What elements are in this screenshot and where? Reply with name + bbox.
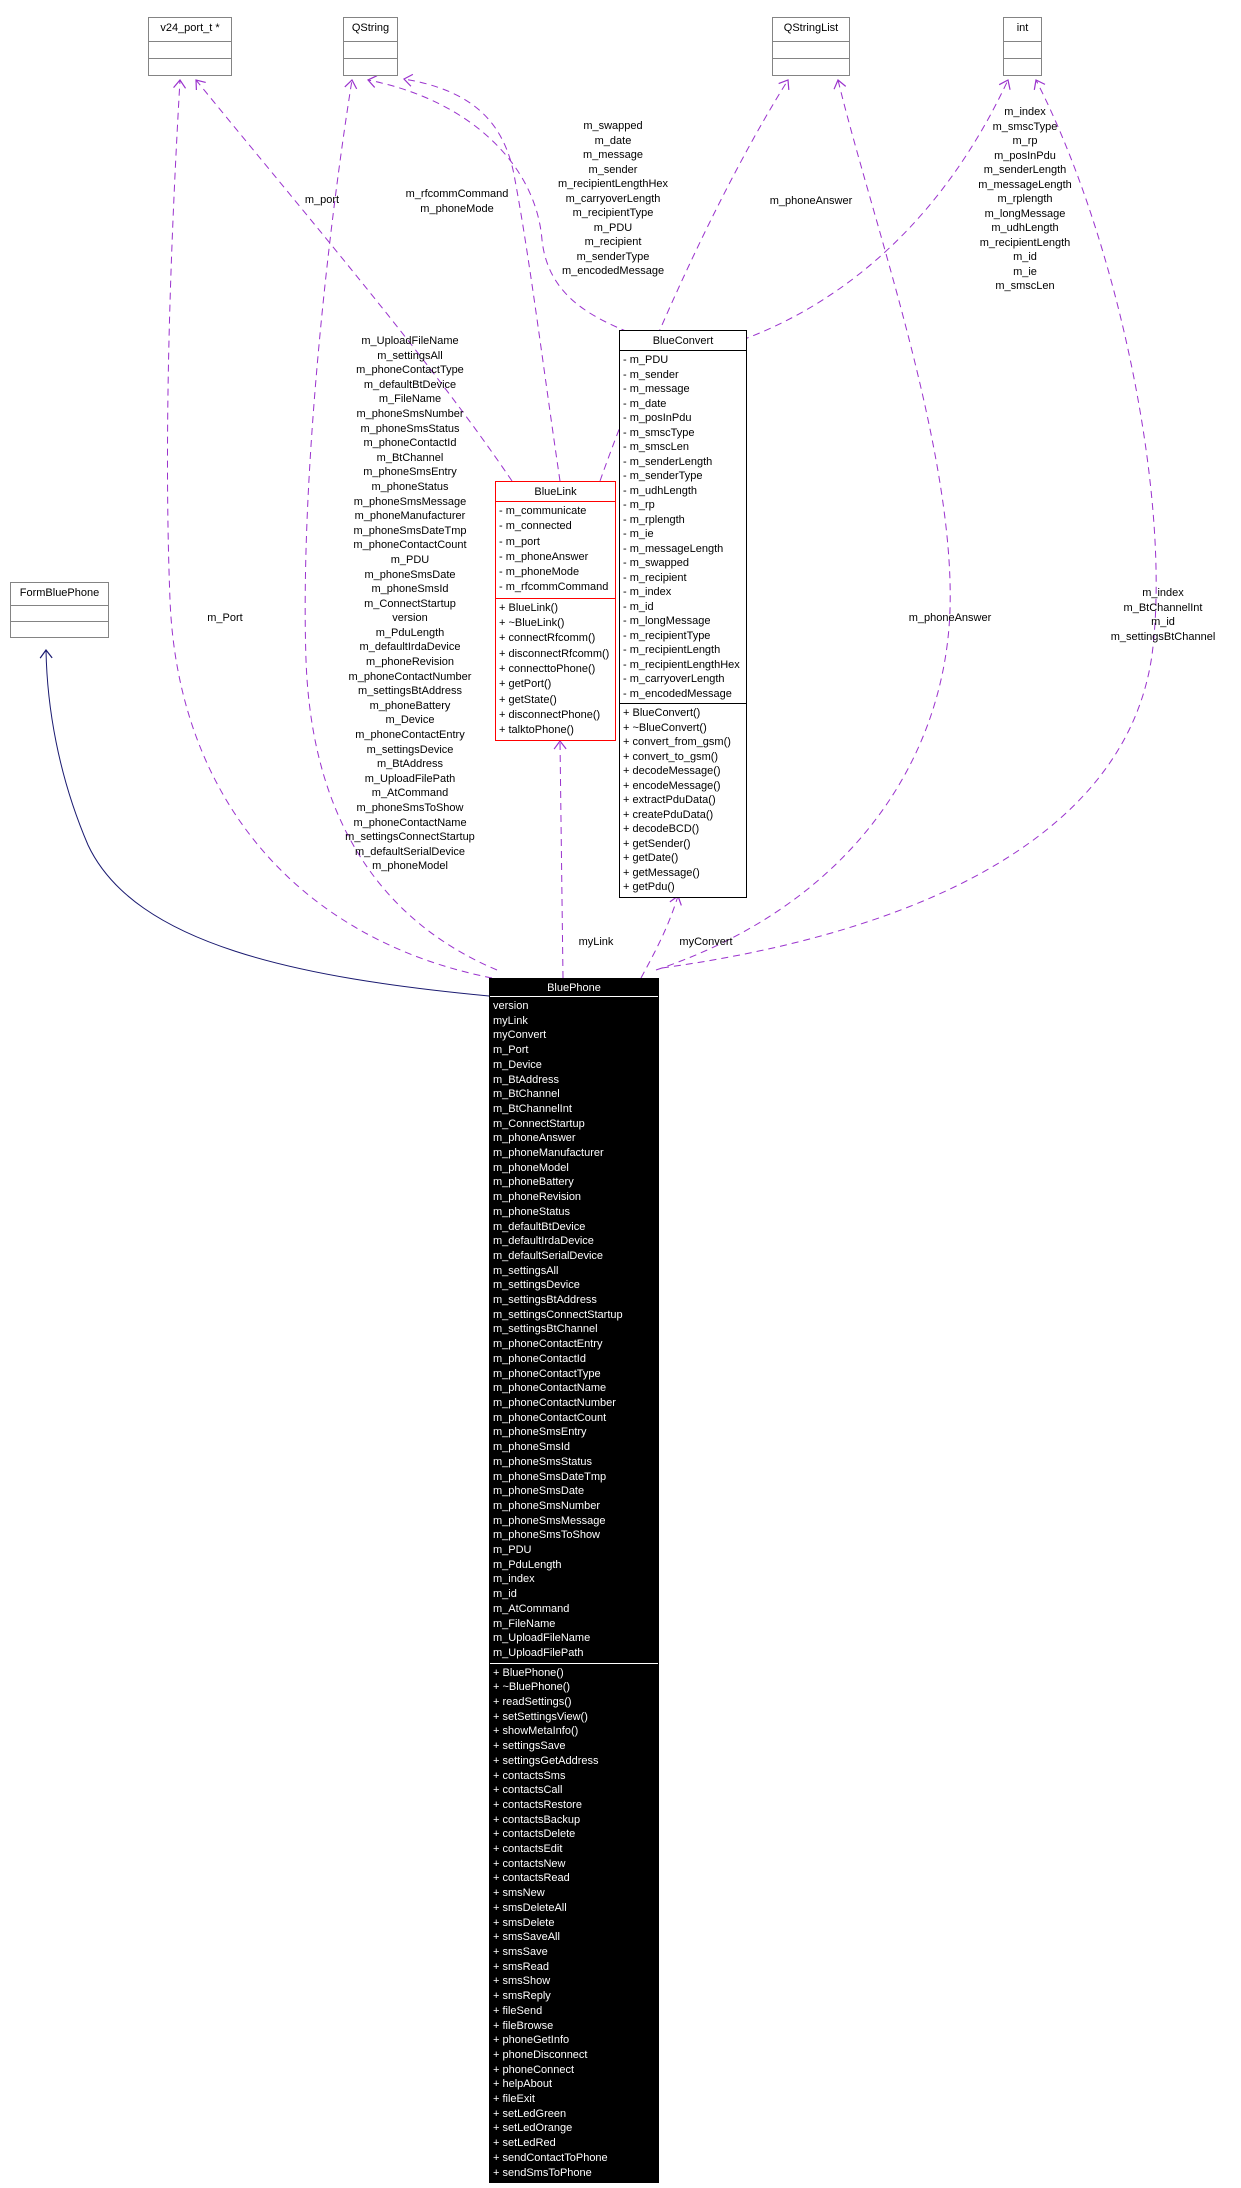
method-row: + disconnectPhone() [499,708,601,721]
edge-label-line: m_senderType [576,250,650,263]
attribute-row: m_UploadFilePath [493,1646,584,1659]
class-title: FormBluePhone [19,587,100,599]
edge-label-line: m_phoneContactNumber [348,670,472,683]
edge-label-line: m_settingsDevice [366,743,454,756]
attribute-row: m_phoneContactCount [493,1411,607,1424]
edge-label-line: m_phoneSmsDateTmp [353,524,467,537]
edge-label-line: m_recipientType [572,207,654,219]
edge-label-line: m_ie [1013,265,1037,278]
attribute-row: m_BtAddress [493,1073,560,1086]
method-row: + convert_from_gsm() [623,736,731,748]
attribute-row: - m_id [623,600,654,613]
attribute-row: m_phoneSmsNumber [493,1499,600,1512]
method-row: + setLedOrange [493,2122,573,2135]
edge-label-line: m_recipientLength [979,236,1071,249]
methods-compartment [496,598,615,741]
edge-label-line: m_encodedMessage [561,265,665,277]
methods-compartment [1004,58,1041,75]
class-box-qstringlist[interactable] [772,17,850,76]
attributes-compartment [149,41,231,58]
attribute-row: m_PDU [493,1544,532,1557]
method-row: + contactsRead [493,1872,570,1885]
attributes-compartment [11,605,108,621]
attribute-row: - m_recipientType [623,629,711,642]
attribute-row: m_index [493,1573,535,1586]
method-row: + ~BlueLink() [499,617,565,630]
attribute-row: - m_message [623,383,690,395]
method-row: + smsRead [493,1960,549,1973]
edge-label-line: m_phoneModel [372,860,448,873]
attribute-row: m_settingsConnectStartup [493,1308,623,1321]
attribute-row: m_phoneContactNumber [493,1396,616,1409]
edge-label-line: m_BtChannel [376,451,444,464]
class-title: int [1016,22,1029,34]
method-row: + getPdu() [623,881,675,893]
edge-label-line: m_senderLength [983,164,1067,176]
attributes-compartment [620,351,746,703]
attribute-row: m_phoneContactId [493,1352,586,1365]
edge-label-line: m_smscType [992,120,1058,133]
method-row: + setLedRed [493,2137,556,2150]
attribute-row: m_defaultBtDevice [493,1220,586,1233]
method-row: + ~BlueConvert() [623,721,707,734]
attributes-compartment [773,41,849,58]
edge-bluephone-to-bluelink [560,741,563,978]
method-row: + encodeMessage() [623,779,721,792]
method-row: + fileExit [493,2093,535,2106]
method-row: + decodeBCD() [623,823,700,835]
edge-label-line: m_AtCommand [371,787,449,800]
attribute-row: m_phoneManufacturer [493,1147,604,1160]
attribute-row: - m_recipientLengthHex [623,658,740,671]
edge-label-line: m_UploadFilePath [364,772,456,785]
method-row: + smsDelete [493,1916,555,1929]
edge-label-line: m_phoneContactEntry [355,729,465,742]
method-row: + settingsSave [493,1740,566,1753]
edge-label-line: m_settingsBtChannel [1110,630,1216,643]
edge-label-line: m_rp [1012,135,1038,147]
attribute-row: - m_udhLength [623,484,697,497]
method-row: + disconnectRfcomm() [499,647,610,660]
edge-label-line: m_ConnectStartup [364,597,456,610]
edge-label-line: m_carryoverLength [565,192,661,205]
attribute-row: - m_posInPdu [623,412,692,424]
edge-label-line: m_phoneStatus [371,480,449,493]
attribute-row: m_settingsBtAddress [493,1294,597,1307]
attribute-row: m_AtCommand [493,1602,570,1615]
edge-label-bluelink-qstringlist: m_phoneAnswer [769,195,853,207]
edge-label-line: m_phoneMode [420,202,494,215]
methods-compartment [773,58,849,75]
class-box-bluephone[interactable] [489,978,659,2183]
edge-label-line: m_settingsConnectStartup [345,831,475,844]
edge-label-line: m_message [583,149,643,161]
method-row: + getMessage() [623,866,700,879]
class-title: QStringList [783,22,839,34]
method-row: + convert_to_gsm() [623,750,719,763]
methods-compartment [620,703,746,897]
edge-label-bluelink-qstring [387,187,527,216]
edge-label-line: m_rfcommCommand [405,188,509,200]
methods-compartment [344,58,397,75]
edge-label-blueconvert-qstring [523,119,703,279]
method-row: + settingsGetAddress [493,1754,599,1767]
edge-label-line: m_rplength [997,193,1053,205]
edge-label-line: m_index [1004,106,1046,118]
edge-label-line: m_settingsAll [377,349,443,362]
attribute-row: - m_longMessage [623,615,711,627]
class-box-qstring[interactable] [343,17,398,76]
attributes-compartment [1004,41,1041,58]
class-box-blueconvert[interactable] [619,330,747,898]
edge-label-line: m_messageLength [978,178,1072,191]
edge-label-line: m_recipient [584,236,642,248]
attribute-row: m_phoneSmsStatus [493,1455,593,1468]
attribute-row: - m_rplength [623,513,685,526]
edge-label-myconvert: myConvert [679,936,733,948]
attribute-row: m_phoneBattery [493,1176,574,1189]
edge-label-line: m_phoneBattery [369,699,451,712]
edge-label-line: m_BtAddress [376,758,444,771]
method-row: + phoneConnect [493,2063,575,2076]
attributes-compartment [490,997,658,1663]
attribute-row: - m_date [623,397,667,410]
method-row: + helpAbout [493,2078,553,2091]
method-row: + setSettingsView() [493,1710,588,1723]
method-row: + smsNew [493,1887,545,1900]
method-row: + fileSend [493,2004,543,2017]
attribute-row: - m_carryoverLength [623,673,725,685]
attribute-row: myConvert [493,1029,547,1042]
edge-label-bluephone-v24port: m_Port [207,612,243,624]
attribute-row: - m_recipient [623,571,687,584]
edge-label-line: m_phoneRevision [365,656,455,669]
class-title: BluePhone [490,979,658,997]
edge-label-line: m_PDU [390,553,430,566]
attribute-row: - m_recipientLength [623,644,721,656]
attribute-row: m_settingsDevice [493,1279,580,1292]
edge-label-line: m_PDU [593,221,633,234]
method-row: + extractPduData() [623,794,716,806]
attribute-row: - m_rfcommCommand [499,581,609,594]
attribute-row: - m_phoneAnswer [499,550,589,563]
edge-label-line: m_id [1013,251,1037,263]
edge-label-bluephone-qstring [310,334,510,874]
edge-label-line: m_phoneSmsEntry [363,466,457,479]
edge-label-line: m_recipientLengthHex [557,178,669,190]
attribute-row: m_phoneSmsToShow [493,1529,601,1542]
attribute-row: m_phoneStatus [493,1205,571,1218]
method-row: + smsSaveAll [493,1931,560,1944]
edge-label-line: m_phoneContactCount [353,539,467,552]
edge-label-line: m_phoneManufacturer [354,510,466,523]
attribute-row: m_settingsBtChannel [493,1323,598,1336]
attribute-row: - m_senderLength [623,455,713,468]
edge-label-line: m_date [594,134,632,147]
edge-label-line: m_posInPdu [994,149,1056,162]
method-row: + contactsNew [493,1857,566,1870]
edge-label-line: m_BtChannelInt [1123,601,1203,614]
method-row: + connecttoPhone() [499,662,596,675]
attribute-row: - m_PDU [623,354,669,366]
attributes-compartment [496,502,615,598]
method-row: + ~BluePhone() [493,1681,571,1694]
method-row: + showMetaInfo() [493,1725,579,1738]
attribute-row: - m_encodedMessage [623,687,732,700]
attribute-row: m_id [493,1588,517,1601]
attribute-row: m_phoneModel [493,1161,569,1174]
method-row: + contactsSms [493,1769,566,1782]
edge-label-bluephone-int [1078,586,1241,644]
edge-label-mylink: myLink [578,936,614,948]
edge-label-line: m_phoneContactId [363,437,457,450]
method-row: + getPort() [499,678,552,691]
method-row: + createPduData() [623,808,714,821]
edge-label-blueconvert-int [935,105,1115,294]
edge-label-bluephone-qstringlist: m_phoneAnswer [908,612,992,624]
attribute-row: - m_swapped [623,557,690,569]
attribute-row: m_defaultSerialDevice [493,1249,604,1262]
class-box-int[interactable] [1003,17,1042,76]
edge-label-line: m_swapped [583,120,643,132]
attribute-row: - m_messageLength [623,542,724,555]
methods-compartment [490,1663,658,2183]
attributes-compartment [344,41,397,58]
class-title: BlueConvert [620,331,746,351]
attribute-row: - m_ie [623,528,654,540]
attribute-row: m_BtChannel [493,1088,560,1101]
attribute-row: m_ConnectStartup [493,1117,585,1130]
attribute-row: m_UploadFileName [493,1632,591,1645]
attribute-row: m_settingsAll [493,1264,559,1277]
method-row: + fileBrowse [493,2019,554,2032]
attribute-row: m_phoneContactType [493,1367,601,1380]
attribute-row: m_defaultIrdaDevice [493,1235,594,1248]
edge-label-line: m_defaultBtDevice [363,378,457,391]
attribute-row: m_phoneSmsEntry [493,1426,587,1439]
edge-label-line: m_phoneContactName [353,816,467,829]
attribute-row: m_phoneSmsMessage [493,1514,606,1527]
class-box-formbluephone[interactable] [10,582,109,638]
attribute-row: m_Port [493,1044,529,1057]
class-title: v24_port_t * [160,22,220,34]
method-row: + talktoPhone() [499,724,574,737]
method-row: + smsSave [493,1946,548,1958]
method-row: + smsDeleteAll [493,1901,567,1914]
method-row: + smsReply [493,1990,551,2003]
methods-compartment [11,621,108,637]
method-row: + connectRfcomm() [499,632,596,645]
edge-label-line: m_phoneSmsNumber [356,407,464,420]
method-row: + contactsCall [493,1784,563,1797]
edge-label-line: m_defaultSerialDevice [354,845,466,858]
edge-label-line: m_id [1151,616,1175,628]
method-row: + getState() [499,693,557,706]
attribute-row: m_phoneSmsId [493,1441,571,1454]
edge-label-line: m_defaultIrdaDevice [359,641,461,654]
edge-label-line: m_phoneSmsDate [364,568,456,581]
method-row: + contactsEdit [493,1843,563,1856]
method-row: + readSettings() [493,1696,572,1709]
edge-label-bluelink-v24port: m_port [304,194,340,206]
attribute-row: - m_sender [623,368,679,381]
edge-label-line: m_sender [588,163,638,176]
attribute-row: m_FileName [493,1617,556,1630]
method-row: + BluePhone() [493,1666,564,1679]
edge-label-line: m_phoneSmsMessage [353,495,467,508]
method-row: + decodeMessage() [623,765,721,777]
attribute-row: - m_port [499,535,540,548]
attribute-row: - m_communicate [499,505,587,517]
attribute-row: - m_rp [623,499,655,511]
method-row: + contactsRestore [493,1798,582,1811]
edge-label-line: m_longMessage [984,207,1066,220]
edge-label-line: m_settingsBtAddress [358,685,462,698]
method-row: + phoneDisconnect [493,2048,588,2061]
attribute-row: m_phoneSmsDate [493,1485,585,1498]
attribute-row: myLink [493,1014,528,1027]
attribute-row: - m_connected [499,520,572,533]
edge-label-line: m_phoneContactType [356,364,464,377]
edge-label-line: m_UploadFileName [361,335,459,347]
edge-label-line: m_udhLength [991,222,1059,234]
edge-label-line: m_phoneSmsId [371,583,449,596]
edge-label-line: m_Device [385,714,435,727]
edge-label-line: m_phoneSmsStatus [360,422,460,435]
attribute-row: - m_index [623,586,672,598]
method-row: + getSender() [623,837,691,850]
attribute-row: version [493,1000,529,1012]
edge-label-line: m_index [1142,587,1184,599]
method-row: + smsShow [493,1975,551,1988]
method-row: + phoneGetInfo [493,2034,570,2047]
attribute-row: m_phoneSmsDateTmp [493,1470,607,1483]
attribute-row: m_phoneAnswer [493,1132,576,1145]
attribute-row: - m_phoneMode [499,566,580,579]
edge-label-line: version [392,612,428,625]
method-row: + contactsBackup [493,1813,581,1826]
class-title: BlueLink [496,482,615,502]
method-row: + BlueLink() [499,601,559,614]
attribute-row: - m_smscLen [623,441,690,453]
edge-label-line: m_smscLen [995,280,1055,292]
attribute-row: - m_senderType [623,470,703,482]
class-box-v24-port-t[interactable] [148,17,232,76]
attribute-row: m_phoneRevision [493,1191,582,1204]
method-row: + setLedGreen [493,2107,567,2120]
edge-label-line: m_phoneSmsToShow [356,802,464,814]
attribute-row: - m_smscType [623,426,695,439]
class-title: QString [351,22,390,34]
method-row: + sendSmsToPhone [493,2166,592,2179]
attribute-row: m_phoneContactEntry [493,1338,603,1351]
edge-label-line: m_PduLength [375,626,445,639]
attribute-row: m_Device [493,1058,542,1071]
attribute-row: m_BtChannelInt [493,1102,572,1115]
method-row: + sendContactToPhone [493,2151,608,2164]
methods-compartment [149,58,231,75]
attribute-row: m_phoneContactName [493,1382,607,1395]
edge-label-line: m_FileName [378,393,442,406]
method-row: + BlueConvert() [623,707,701,719]
class-box-bluelink[interactable] [495,481,616,741]
method-row: + contactsDelete [493,1828,576,1841]
attribute-row: m_PduLength [493,1558,562,1571]
method-row: + getDate() [623,852,679,864]
